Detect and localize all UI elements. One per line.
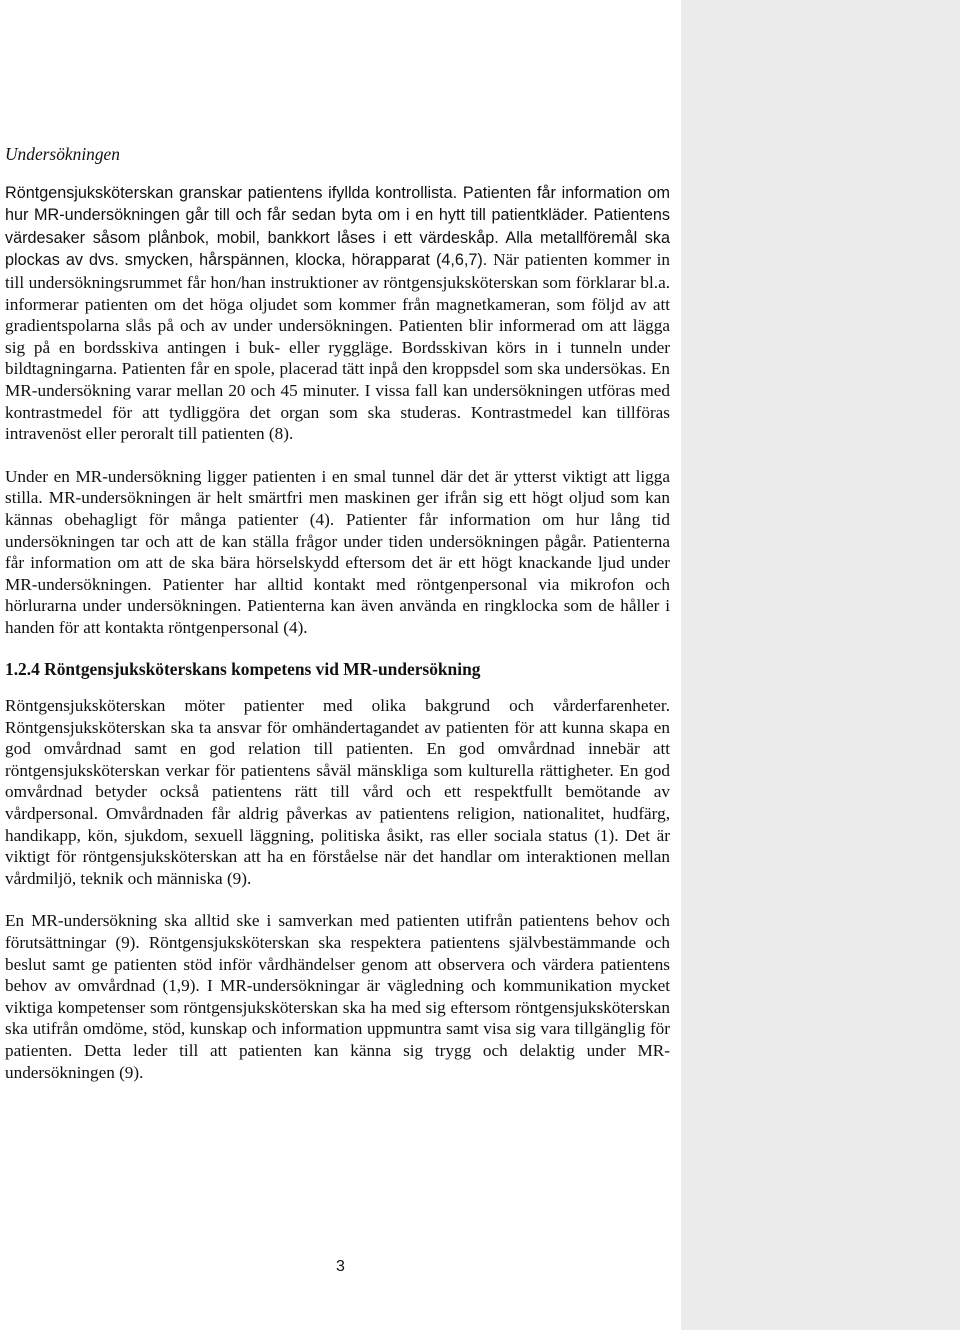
section-heading: Undersökningen <box>5 144 120 164</box>
paragraph: Under en MR-undersökning ligger patienten i en smal tunnel där det är ytterst viktigt att ligga stilla. MR-undersökningen är helt smärtfri men maskinen ger ifrån sig ett högt oljud som kan kännas obehagligt för många patienter (4). Patienter får information om hur lång tid undersökningen tar och att de kan ställa frågor under tiden undersökningen pågår. Patienterna får information om att de ska bära hörselskydd eftersom det är ett högt knackande ljud under MR-undersökningen. Patienter har alltid kontakt med röntgenpersonal via mikrofon och hörlurarna under undersökningen. Patienterna kan även använda en ringklocka som de håller i handen för att kontakta röntgenpersonal (4). <box>5 466 670 637</box>
page-number: 3 <box>336 1258 345 1275</box>
paragraph-text: När patienten kommer in till undersökningsrummet får hon/han instruktioner av röntgensjuksköterskan som förklarar bl.a. informerar patienten om det höga oljudet som kommer från magnetkameran, som följd av att gradientspolarna slås på och av under undersökningen. Patienten blir informerad om att lägga sig på en bordsskiva antingen i buk- eller ryggläge. Bordsskivan körs in i tunneln under bildtagningarna. Patienten får en spole, placerad tätt inpå den kroppsdel som ska undersökas. En MR-undersökning varar mellan 20 och 45 minuter. I vissa fall kan undersökningen utföras med kontrastmedel för att tydliggöra det organ som ska studeras. Kontrastmedel kan tillföras intravenöst eller peroralt till patienten (8). <box>5 250 671 444</box>
paragraph: Röntgensjuksköterskan möter patienter med olika bakgrund och vårderfarenheter. Röntgensjuksköterskan ska ta ansvar för omhändertagandet av patienten för att kunna skapa en god omvårdnad samt en god relation till patienten. En god omvårdnad innebär att röntgensjuksköterskan verkar för patientens såväl mänskliga som kulturella rättigheter. En god omvårdnad betyder också patientens rätt till vård och ett respektfullt bemötande av vårdpersonal. Omvårdnaden får aldrig påverkas av patientens religion, nationalitet, hudfärg, handikapp, kön, sjukdom, sexuell läggning, politiska åsikt, ras eller sociala status (1). Det är viktigt för röntgensjuksköterskan att ha en förståelse när det handlar om interaktionen mellan vårdmiljö, teknik och människa (9). <box>5 696 670 888</box>
comment-margin-panel <box>681 0 960 1330</box>
paragraph-text-sans: Röntgensjuksköterskan granskar patientens ifyllda kontrollista. Patienten får information om hur MR-undersökningen går till och får sedan byta om i en hytt till patientkläder. Patientens värdesaker såsom plånbok, mobil, bankkort låses i ett värdeskåp. Alla metallföremål ska plockas av dvs. smycken, hårspännen, klocka, hörapparat (4,6,7). <box>5 183 670 270</box>
paragraph: En MR-undersökning ska alltid ske i samverkan med patienten utifrån patientens behov och förutsättningar (9). Röntgensjuksköterskan ska respektera patientens självbestämmande och beslut samt ge patienten stöd inför vårdhändelser genom att observera och värdera patientens behov av omvårdnad (1,9). I MR-undersökningar är vägledning och kommunikation mycket viktiga kompetenser som röntgensjuksköterskan ska ha med sig eftersom röntgensjuksköterskan ska utifrån omdöme, stöd, kunskap och information uppmuntra samt visa sig vara tillgänglig för patienten. Detta leder till att patienten kan känna sig trygg och delaktig under MR-undersökningen (9). <box>5 911 670 1082</box>
subsection-heading: 1.2.4 Röntgensjuksköterskans kompetens vid MR-undersökning <box>5 659 481 680</box>
document-body <box>5 140 670 1104</box>
paragraph <box>5 182 670 445</box>
